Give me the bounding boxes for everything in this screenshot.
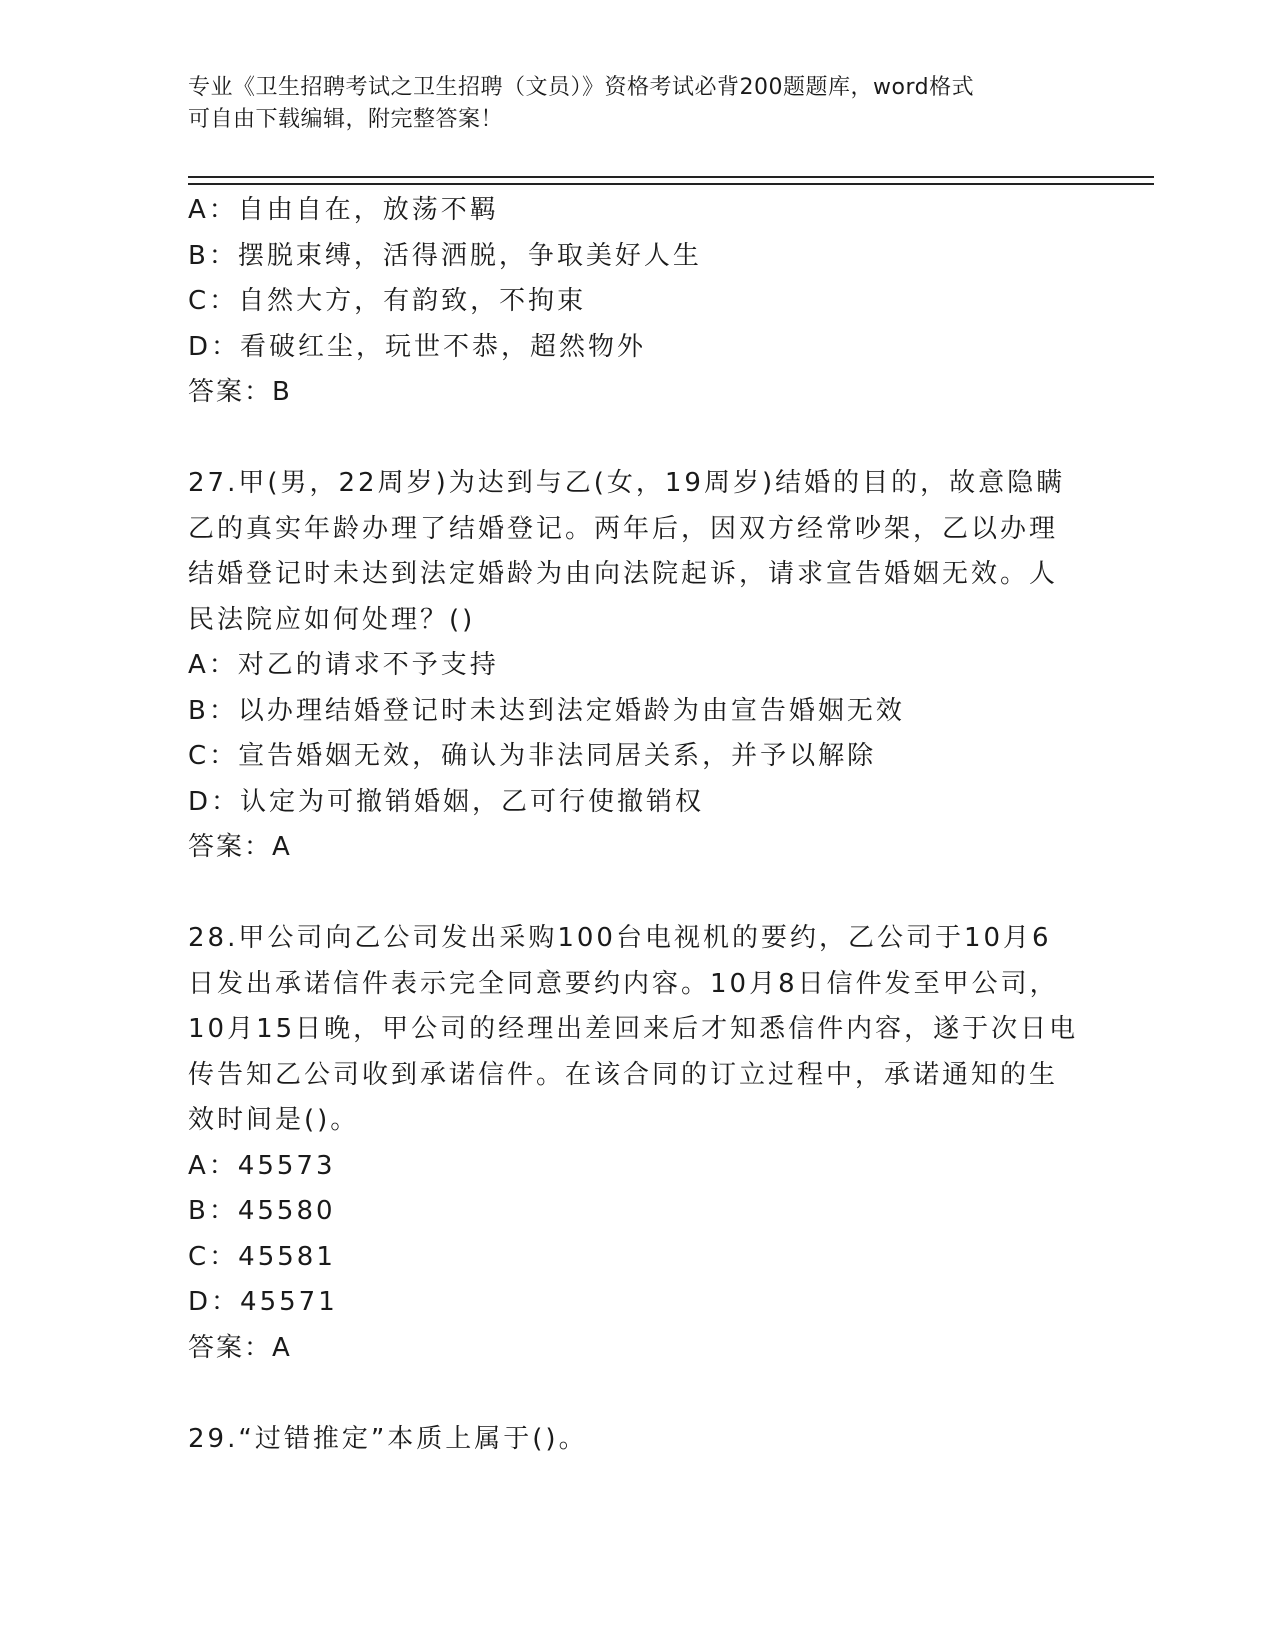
question-stem-line: 日发出承诺信件表示完全同意要约内容。10月8日信件发至甲公司， [188,968,1059,999]
option-c: C：自然大方，有韵致，不拘束 [188,286,587,316]
option-d: D：认定为可撤销婚姻，乙可行使撤销权 [188,786,705,817]
question-28 [188,916,1088,1371]
question-29 [188,1417,1088,1463]
question-stem-line: 27.甲(男，22周岁)为达到与乙(女，19周岁)结婚的目的，故意隐瞒 [188,468,1066,498]
option-d: D：45571 [188,1287,338,1317]
question-27 [188,461,1088,871]
option-a: A：45573 [188,1150,336,1181]
answer: 答案：B [188,377,292,407]
spacer [188,416,1088,462]
question-stem-line: 28.甲公司向乙公司发出采购100台电视机的要约，乙公司于10月6 [188,923,1052,953]
option-a: A：对乙的请求不予支持 [188,650,499,680]
question-stem-line: 29.“过错推定”本质上属于()。 [188,1423,588,1454]
option-d: D：看破红尘，玩世不恭，超然物外 [188,331,647,362]
option-b: B：摆脱束缚，活得洒脱，争取美好人生 [188,240,702,271]
header-line-2: 可自由下载编辑，附完整答案！ [188,107,504,132]
answer: 答案：A [188,832,292,862]
option-c: C：宣告婚姻无效，确认为非法同居关系，并予以解除 [188,741,877,771]
question-list [188,188,1088,1462]
question-stem-line: 民法院应如何处理？() [188,604,476,635]
option-b: B：45580 [188,1196,336,1226]
question-stem-line: 10月15日晚，甲公司的经理出差回来后才知悉信件内容，遂于次日电 [188,1014,1079,1044]
question-stem-line: 乙的真实年龄办理了结婚登记。两年后，因双方经常吵架，乙以办理 [188,513,1059,544]
question-stem-line: 效时间是()。 [188,1105,360,1135]
option-b: B：以办理结婚登记时未达到法定婚龄为由宣告婚姻无效 [188,695,905,726]
spacer [188,871,1088,917]
header-divider-top [188,176,1154,178]
answer: 答案：A [188,1332,292,1363]
header-divider-bottom [188,183,1154,185]
question-26 [188,188,1088,416]
option-c: C：45581 [188,1241,336,1272]
document-header [188,72,1068,136]
question-stem-line: 传告知乙公司收到承诺信件。在该合同的订立过程中，承诺通知的生 [188,1059,1059,1090]
option-a: A：自由自在，放荡不羁 [188,195,499,225]
header-line-1: 专业《卫生招聘考试之卫生招聘（文员）》资格考试必背200题题库，word格式 [188,75,975,100]
spacer [188,1371,1088,1417]
question-stem-line: 结婚登记时未达到法定婚龄为由向法院起诉，请求宣告婚姻无效。人 [188,559,1059,589]
